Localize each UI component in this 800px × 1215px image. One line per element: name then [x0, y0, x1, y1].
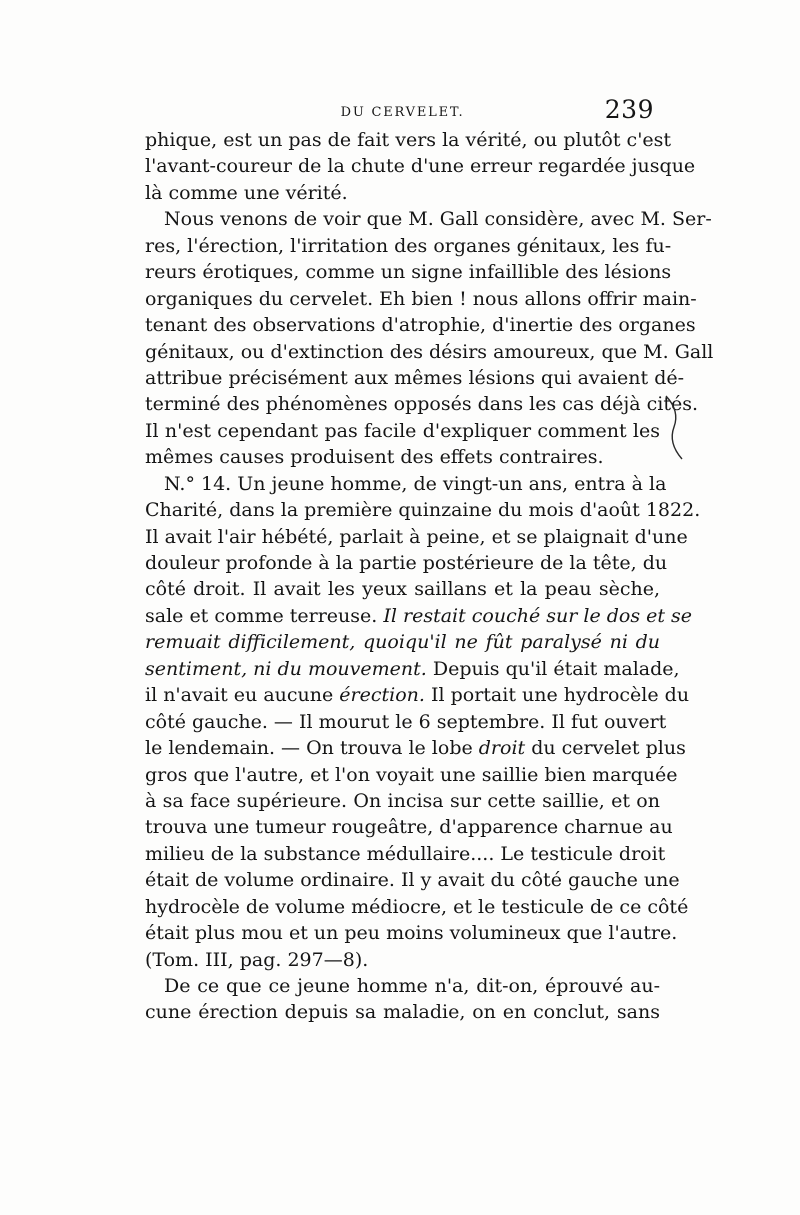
body-text	[145, 127, 714, 1026]
text-line: était de volume ordinaire. Il y avait du côté gauche une	[145, 869, 680, 892]
text-line: côté droit. Il avait les yeux saillans et la peau sèche,	[145, 578, 660, 601]
text-line: sale et comme terreuse. Il restait couché sur le dos et se	[145, 604, 693, 627]
text-line: Il avait l'air hébété, parlait à peine, et se plaignait d'une	[145, 525, 688, 548]
text-line: remuait difficilement, quoiqu'il ne fût paralysé ni du	[145, 631, 660, 654]
text-line: attribue précisément aux mêmes lésions qui avaient dé-	[145, 366, 685, 389]
text-line: res, l'érection, l'irritation des organes génitaux, les fu-	[145, 234, 672, 257]
text-line: à sa face supérieure. On incisa sur cette saillie, et on	[145, 789, 660, 812]
text-line: Charité, dans la première quinzaine du mois d'août 1822.	[145, 499, 701, 522]
text-line: phique, est un pas de fait vers la vérité, ou plutôt c'est	[145, 129, 672, 151]
text-line: côté gauche. — Il mourut le 6 septembre. Il fut ouvert	[145, 710, 667, 733]
running-title: DU CERVELET.	[340, 105, 465, 120]
text-line: mêmes causes produisent des effets contraires.	[145, 446, 604, 469]
text-line: cune érection depuis sa maladie, on en conclut, sans	[145, 1001, 660, 1024]
text-line: sentiment, ni du mouvement. Depuis qu'il était malade,	[145, 657, 680, 680]
text-line: douleur profonde à la partie postérieure de la tête, du	[145, 552, 668, 574]
page-number: 239	[604, 95, 654, 124]
text-line: reurs érotiques, comme un signe infaillible des lésions	[145, 261, 672, 284]
text-line: tenant des observations d'atrophie, d'inertie des organes	[145, 314, 696, 337]
text-line: le lendemain. — On trouva le lobe droit du cervelet plus	[145, 737, 686, 760]
paragraph-start-line: N.° 14. Un jeune homme, de vingt-un ans, entra à la	[164, 472, 667, 495]
text-line: génitaux, ou d'extinction des désirs amoureux, que M. Gall	[145, 340, 714, 363]
text-line: Il n'est cependant pas facile d'expliquer comment les	[145, 419, 660, 442]
text-line: (Tom. III, pag. 297—8).	[145, 948, 369, 971]
text-line: l'avant-coureur de la chute d'une erreur regardée jusque	[145, 155, 696, 178]
margin-bracket-mark	[662, 393, 686, 463]
text-line: était plus mou et un peu moins volumineux que l'autre.	[145, 922, 678, 945]
text-line: là comme une vérité.	[145, 181, 348, 204]
text-line: terminé des phénomènes opposés dans les cas déjà cités.	[145, 393, 699, 416]
text-line: gros que l'autre, et l'on voyait une saillie bien marquée	[145, 763, 678, 786]
paragraph-start-line: Nous venons de voir que M. Gall considère, avec M. Ser-	[164, 208, 712, 231]
text-line: milieu de la substance médullaire.... Le testicule droit	[145, 842, 666, 865]
text-line: organiques du cervelet. Eh bien ! nous allons offrir main-	[145, 287, 697, 310]
text-line: il n'avait eu aucune érection. Il portait une hydrocèle du	[145, 684, 690, 707]
paragraph-start-line: De ce que ce jeune homme n'a, dit-on, éprouvé au-	[164, 975, 660, 997]
running-head	[145, 95, 660, 127]
text-line: trouva une tumeur rougeâtre, d'apparence charnue au	[145, 816, 673, 839]
text-line: hydrocèle de volume médiocre, et le testicule de ce côté	[145, 895, 689, 918]
